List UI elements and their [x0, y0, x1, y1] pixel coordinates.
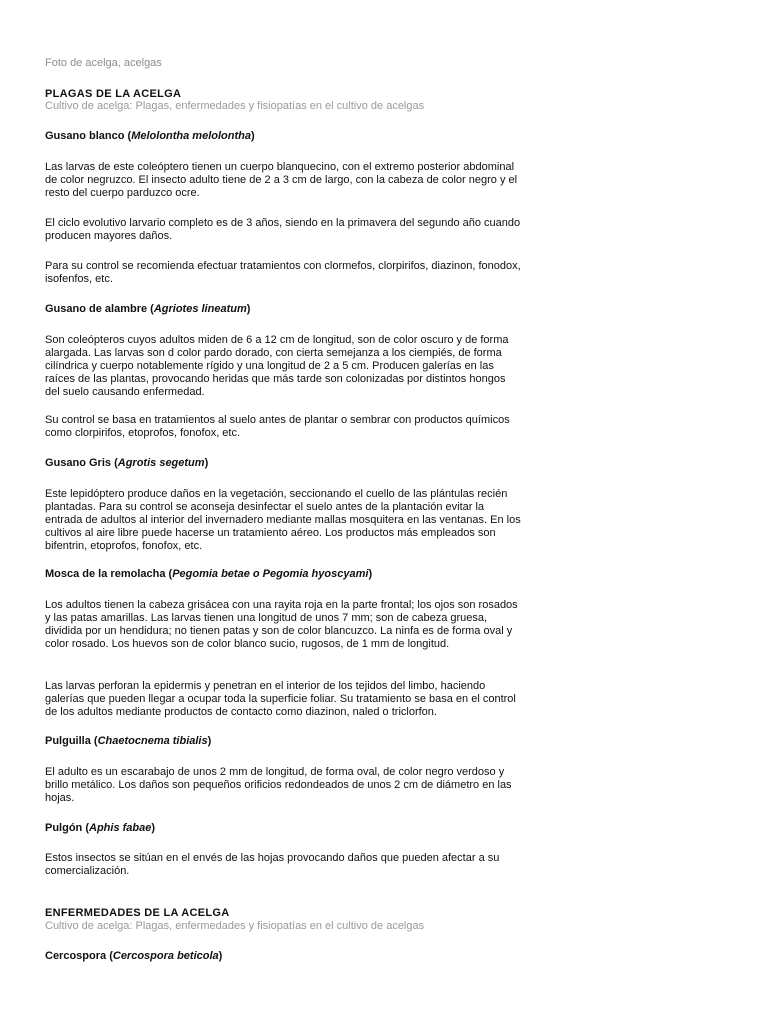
pest-name: Gusano blanco — [45, 130, 125, 142]
pest-name: Gusano Gris — [45, 457, 112, 469]
pest-latin-name: Agrotis segetum — [117, 457, 205, 469]
pest-latin-name: Aphis fabae — [89, 822, 152, 834]
disease-latin-name: Cercospora beticola — [112, 950, 219, 962]
section-heading-enfermedades: ENFERMEDADES DE LA ACELGA — [45, 907, 230, 919]
pest-paragraph: Son coleópteros cuyos adultos miden de 6 a 12 cm de longitud, son de color oscuro y de forma alargada. Las larvas son d color pardo dorado, con cierta semejanza a los ciempiés, de forma cilíndrica y cuerpo notablemente rígido y una longitud de 2 a 5 cm. Producen galerías en las raíces de las plantas, provocando heridas que más tarde son colonizadas por distintos hongos del suelo causando enfermedad. — [45, 334, 509, 398]
photo-caption: Foto de acelga, acelgas — [45, 57, 162, 69]
pest-latin-name: Pegomia betae o Pegomia hyoscyami — [172, 568, 369, 580]
pest-name: Pulgón — [45, 822, 83, 834]
pest-paragraph: Las larvas de este coleóptero tienen un cuerpo blanquecino, con el extremo posterior abdominal de color negruzco. El insecto adulto tiene de 2 a 3 cm de largo, con la cabeza de color negro y el resto del cuerpo parduzco ocre. — [45, 161, 518, 199]
pest-title-gusano-gris: Gusano Gris (Agrotis segetum) — [45, 457, 209, 469]
pest-title-pulgon: Pulgón (Aphis fabae) — [45, 822, 156, 834]
pest-name: Gusano de alambre — [45, 303, 148, 315]
pest-title-gusano-blanco: Gusano blanco (Melolontha melolontha) — [45, 130, 255, 142]
pest-paragraph: Su control se basa en tratamientos al suelo antes de plantar o sembrar con productos químicos como clorpirifos, etoprofos, fonofox, etc. — [45, 414, 510, 439]
disease-title-cercospora: Cercospora (Cercospora beticola) — [45, 950, 223, 962]
pest-latin-name: Melolontha melolontha — [131, 130, 251, 142]
pest-name: Pulguilla — [45, 735, 91, 747]
disease-name: Cercospora — [45, 950, 107, 962]
pest-paragraph: Los adultos tienen la cabeza grisácea con una rayita roja en la parte frontal; los ojos son rosados y las patas amarillas. Las larvas tienen una longitud de unos 7 mm; son de cabeza gruesa, dividida por un hendidura; no tienen patas y son de color blancuzco. La ninfa es de forma oval y color rosado. Los huevos son de color blanco sucio, rugosos, de 1 mm de longitud. — [45, 599, 518, 650]
pest-paragraph: Las larvas perforan la epidermis y penetran en el interior de los tejidos del limbo, haciendo galerías que pueden llegar a ocupar toda la superficie foliar. Su tratamiento se basa en el control de los adultos mediante productos de contacto como diazinon, naled o triclorfon. — [45, 680, 516, 718]
pest-title-pulguilla: Pulguilla (Chaetocnema tibialis) — [45, 735, 212, 747]
section-heading-plagas: PLAGAS DE LA ACELGA — [45, 88, 182, 100]
pest-paragraph: Para su control se recomienda efectuar tratamientos con clormefos, clorpirifos, diazinon, fonodox, isofenfos, etc. — [45, 260, 521, 285]
pest-name: Mosca de la remolacha — [45, 568, 166, 580]
pest-paragraph: El adulto es un escarabajo de unos 2 mm de longitud, de forma oval, de color negro verdoso y brillo metálico. Los daños son pequeños orificios redondeados de unos 2 cm de diámetro en las hojas. — [45, 766, 512, 804]
pest-title-mosca-de-la-remolacha: Mosca de la remolacha (Pegomia betae o Pegomia hyoscyami) — [45, 568, 373, 580]
section-subtitle-enfermedades: Cultivo de acelga: Plagas, enfermedades y fisiopatías en el cultivo de acelgas — [45, 920, 425, 932]
pest-paragraph: Este lepidóptero produce daños en la vegetación, seccionando el cuello de las plántulas recién plantadas. Para su control se aconseja desinfectar el suelo antes de la plantación evitar la entrada de adultos al interior del invernadero mediante mallas mosquitera en las ventanas. En los cultivos al aire libre puede hacerse un tratamiento aéreo. Los productos más empleados son bifentrin, etoprofos, fonofox, etc. — [45, 488, 521, 552]
pest-latin-name: Chaetocnema tibialis — [97, 735, 208, 747]
pest-paragraph: Estos insectos se sitúan en el envés de las hojas provocando daños que pueden afectar a su comercialización. — [45, 852, 500, 877]
pest-latin-name: Agriotes lineatum — [153, 303, 247, 315]
pest-title-gusano-de-alambre: Gusano de alambre (Agriotes lineatum) — [45, 303, 251, 315]
section-subtitle-plagas: Cultivo de acelga: Plagas, enfermedades y fisiopatías en el cultivo de acelgas — [45, 100, 425, 112]
pest-paragraph: El ciclo evolutivo larvario completo es de 3 años, siendo en la primavera del segundo año cuando producen mayores daños. — [45, 217, 521, 242]
